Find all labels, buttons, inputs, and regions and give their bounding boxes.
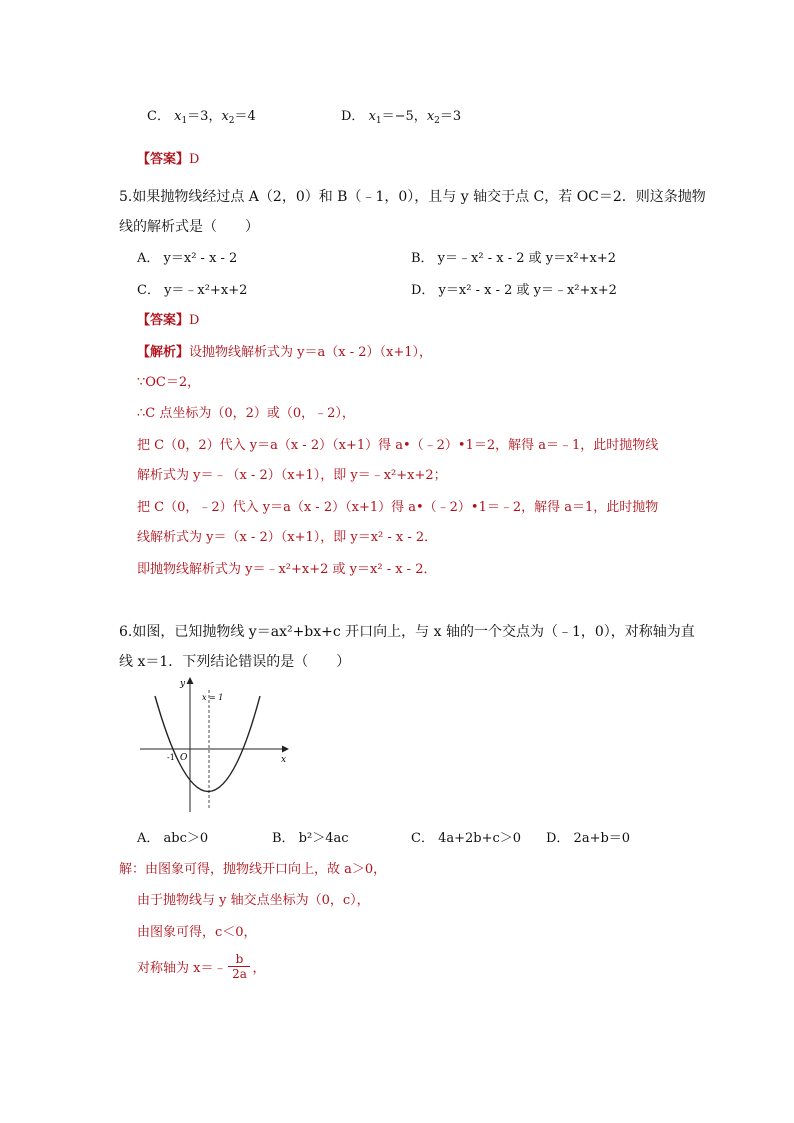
neg-one-label: -1 — [167, 753, 175, 762]
q4-option-d: D． $x_1=-5$，$x_2=3$ — [341, 109, 462, 126]
answer-value: D — [189, 152, 200, 167]
q5-option-d: D． y＝x² - x - 2 或 y＝﹣x²+x+2 — [411, 283, 617, 298]
q6-stem-line2: 线 x＝1．下列结论错误的是（ ） — [119, 654, 351, 670]
fraction-numerator: b — [235, 952, 244, 966]
fraction-denominator: 2a — [232, 967, 247, 981]
q4-option-c: C． $x_1=3$，$x_2=4$ — [147, 109, 256, 126]
q5-analysis-line5: 解析式为 y＝﹣（x - 2）（x+1），即 y＝﹣x²+x+2； — [137, 468, 447, 483]
q6-option-c: C． 4a+2b+c＞0 — [411, 831, 522, 846]
q5-analysis-line4: 把 C（0，2）代入 y＝a（x - 2）（x+1）得 a•（﹣2）•1＝2，解得 a＝﹣1，此时抛物线 — [137, 438, 659, 453]
parabola-figure — [138, 672, 298, 822]
q4-answer — [137, 150, 199, 170]
q5-analysis-line3: ∴C 点坐标为（0，2）或（0，﹣2）， — [137, 406, 355, 421]
q5-option-c: C． y＝﹣x²+x+2 — [137, 283, 248, 298]
symmetry-line-label: x = 1 — [202, 693, 224, 702]
analysis-tag: 【解析】 — [137, 345, 190, 360]
q6-solution-line2: 由于抛物线与 y 轴交点坐标为（0，c）， — [137, 893, 370, 908]
q5-analysis-line2: ∵OC＝2， — [137, 375, 201, 390]
x-axis-label: x — [281, 755, 287, 765]
q5-analysis-line8: 即抛物线解析式为 y＝﹣x²+x+2 或 y＝x² - x - 2． — [137, 562, 437, 577]
q6-solution-line4 — [137, 952, 265, 981]
answer-value: D — [189, 313, 200, 328]
q6-option-b: B． b²＞4ac — [272, 831, 349, 846]
q6-stem-line1: 6.如图，已知抛物线 y＝ax²+bx+c 开口向上，与 x 轴的一个交点为（﹣1，0），对称轴为直 — [119, 624, 695, 640]
q5-option-b: B． y＝﹣x² - x - 2 或 y＝x²+x+2 — [411, 251, 617, 266]
answer-tag: 【答案】 — [137, 152, 190, 167]
q5-stem-line1: 5.如果抛物线经过点 A（2，0）和 B（﹣1，0），且与 y 轴交于点 C，若 OC＝2．则这条抛物 — [119, 189, 706, 205]
q5-stem-line2: 线的解析式是（ ） — [119, 219, 259, 235]
q5-analysis-line1 — [137, 343, 432, 363]
analysis-text: 设抛物线解析式为 y＝a（x - 2）（x+1）， — [189, 345, 432, 360]
origin-label: O — [180, 753, 188, 763]
q5-option-a: A． y＝x² - x - 2 — [137, 251, 238, 266]
answer-tag: 【答案】 — [137, 313, 190, 328]
y-axis-label: y — [180, 679, 186, 689]
q6-solution-line1: 解：由图象可得，抛物线开口向上，故 a＞0， — [119, 862, 387, 877]
q5-answer — [137, 311, 199, 331]
q6-solution-line3: 由图象可得，c＜0， — [137, 925, 257, 940]
solution-suffix: ， — [252, 961, 266, 976]
parabola-curve — [155, 696, 260, 792]
q6-option-a: A． abc＞0 — [137, 831, 209, 846]
solution-prefix: 对称轴为 x＝﹣ — [137, 961, 227, 976]
q5-analysis-line7: 线解析式为 y＝（x - 2）（x+1），即 y＝x² - x - 2． — [137, 530, 438, 545]
q5-analysis-line6: 把 C（0，﹣2）代入 y＝a（x - 2）（x+1）得 a•（﹣2）•1＝﹣2，解得 a＝1，此时抛物 — [137, 500, 659, 515]
fraction — [228, 952, 250, 981]
q6-option-d: D． 2a+b＝0 — [546, 831, 631, 846]
